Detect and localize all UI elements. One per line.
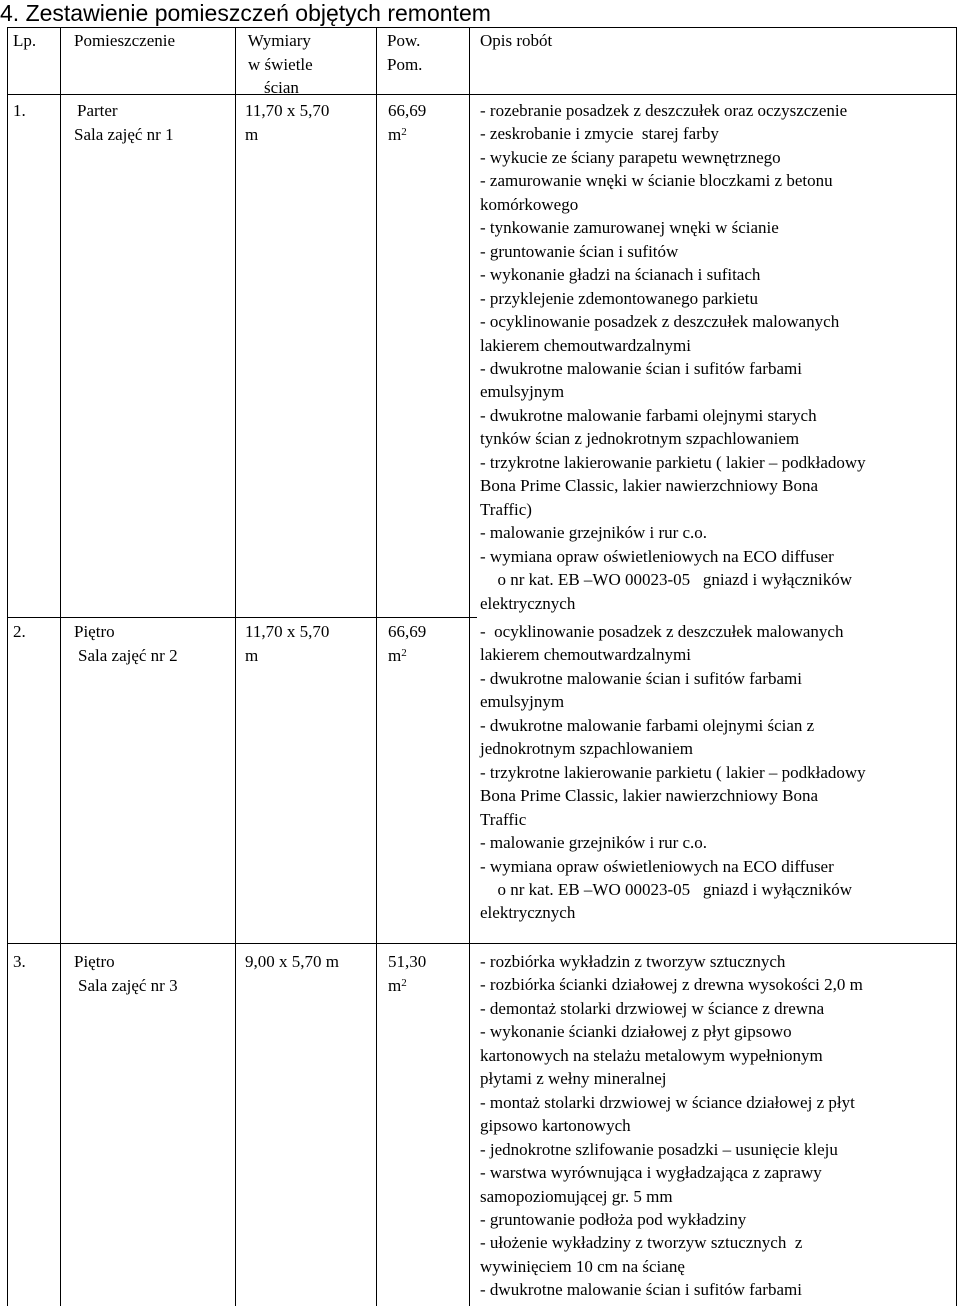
desc-line: - przyklejenie zdemontowanego parkietu (480, 288, 759, 308)
row2-area (388, 620, 426, 667)
desc-line: - demontaż stolarki drzwiowej w ściance z drewna (480, 998, 825, 1018)
desc-line: elektrycznych (480, 903, 576, 923)
desc-line: komórkowego (480, 194, 579, 214)
header-dims-line1: Wymiary (247, 31, 311, 50)
desc-line: - zeskrobanie i zmycie starej farby (480, 124, 719, 144)
desc-line: - jednokrotne szlifowanie posadzki – usunięcie kleju (480, 1139, 838, 1159)
table-right-border (956, 27, 957, 1306)
desc-line: - ocyklinowanie posadzek z deszczułek malowanych (480, 312, 840, 332)
desc-line: - wykonanie ścianki działowej z płyt gipsowo (480, 1022, 792, 1042)
desc-line: - trzykrotne lakierowanie parkietu ( lakier – podkładowy (480, 762, 866, 782)
header-area-line2: Pom. (387, 54, 423, 74)
row3-dims (245, 950, 339, 974)
row1-description (480, 99, 950, 615)
desc-line: kartonowych na stelażu metalowym wypełnionym (480, 1045, 823, 1065)
desc-line: tynków ścian z jednokrotnym szpachlowaniem (480, 429, 800, 449)
table-left-border (7, 27, 8, 1306)
row3-room (74, 950, 178, 997)
row1-lp: 1. (13, 101, 26, 120)
desc-line: lakierem chemoutwardzalnymi (480, 335, 691, 355)
desc-line: - wymiana opraw oświetleniowych na ECO diffuser (480, 856, 834, 876)
row3-room-line2: Sala zajęć nr 3 (78, 975, 178, 995)
desc-line: elektrycznych (480, 593, 576, 613)
row2-area-unit: $m^2$ (388, 645, 407, 665)
col-divider-room (235, 27, 236, 1306)
row3-area-unit: $m^2$ (388, 975, 407, 995)
desc-line: - dwukrotne malowanie ścian i sufitów farbami (480, 1280, 802, 1300)
desc-line: lakierem chemoutwardzalnymi (480, 645, 691, 665)
col-divider-lp (60, 27, 61, 1306)
header-desc: Opis robót (480, 31, 553, 50)
desc-line: emulsyjnym (480, 382, 565, 402)
col-divider-dims (376, 27, 377, 1306)
header-room: Pomieszczenie (74, 31, 176, 50)
desc-line: - rozebranie posadzek z deszczułek oraz oczyszczenie (480, 101, 848, 120)
row2-room-line2: Sala zajęć nr 2 (78, 645, 178, 665)
desc-line: - trzykrotne lakierowanie parkietu ( lakier – podkładowy (480, 452, 866, 472)
desc-line: - dwukrotne malowanie ścian i sufitów farbami (480, 358, 802, 378)
row1-room-line2: Sala zajęć nr 1 (74, 124, 174, 144)
row2-area-value: 66,69 (388, 622, 427, 641)
row3-room-line1: Piętro (74, 952, 115, 971)
row3-description (480, 950, 950, 1302)
row2-dims (245, 620, 329, 667)
desc-line: Traffic (480, 809, 527, 829)
row1-dims-line1: 11,70 x 5,70 (245, 101, 330, 120)
desc-line: wywinięciem 10 cm na ścianę (480, 1256, 685, 1276)
desc-line: - warstwa wyrównująca i wygładzająca z zaprawy (480, 1163, 822, 1183)
desc-line: - wykonanie gładzi na ścianach i sufitach (480, 265, 761, 285)
table-top-border (7, 27, 956, 28)
desc-line: o nr kat. EB –WO 00023-05 gniazd i wyłączników (489, 570, 853, 590)
col-divider-area (469, 27, 470, 1306)
header-area (387, 29, 422, 76)
desc-line: - tynkowanie zamurowanej wnęki w ścianie (480, 218, 779, 238)
header-dims-line3: ścian (264, 78, 299, 97)
row3-divider (7, 943, 956, 944)
desc-line: - ocyklinowanie posadzek z deszczułek malowanych (480, 622, 844, 641)
row1-room (74, 99, 174, 146)
row1-area-value: 66,69 (388, 101, 427, 120)
row1-area-unit: $m^2$ (388, 124, 407, 144)
desc-line: - gruntowanie podłoża pod wykładziny (480, 1209, 747, 1229)
header-dims (246, 29, 313, 100)
row2-room (74, 620, 178, 667)
document-title: 4. Zestawienie pomieszczeń objętych remontem (0, 0, 491, 26)
row2-dims-line2: m (245, 645, 259, 665)
desc-line: - montaż stolarki drzwiowej w ściance działowej z płyt (480, 1092, 855, 1112)
desc-line: - ułożenie wykładziny z tworzyw sztucznych z (480, 1233, 803, 1253)
desc-line: o nr kat. EB –WO 00023-05 gniazd i wyłączników (489, 879, 853, 899)
row1-area (388, 99, 426, 146)
header-area-line1: Pow. (387, 31, 421, 50)
desc-line: płytami z wełny mineralnej (480, 1069, 667, 1089)
row3-area-value: 51,30 (388, 952, 427, 971)
desc-line: - zamurowanie wnęki w ścianie bloczkami z betonu (480, 171, 833, 191)
desc-line: - wykucie ze ściany parapetu wewnętrznego (480, 147, 781, 167)
desc-line: - dwukrotne malowanie farbami olejnymi ścian z (480, 715, 815, 735)
row3-dims-line1: 9,00 x 5,70 m (245, 952, 339, 971)
desc-line: - dwukrotne malowanie farbami olejnymi starych (480, 405, 817, 425)
row2-description (480, 620, 950, 925)
row1-dims (245, 99, 329, 146)
row3-lp: 3. (13, 952, 26, 971)
desc-line: Bona Prime Classic, lakier nawierzchniowy Bona (480, 786, 819, 806)
row2-dims-line1: 11,70 x 5,70 (245, 622, 330, 641)
desc-line: emulsyjnym (480, 692, 565, 712)
desc-line: samopoziomującej gr. 5 mm (480, 1186, 673, 1206)
header-lp: Lp. (13, 31, 37, 50)
row3-area (388, 950, 426, 997)
desc-line: jednokrotnym szpachlowaniem (480, 739, 693, 759)
desc-line: - wymiana opraw oświetleniowych na ECO diffuser (480, 546, 834, 566)
desc-line: Bona Prime Classic, lakier nawierzchniowy Bona (480, 476, 819, 496)
row2-divider (7, 617, 477, 618)
header-dims-line2: w świetle (248, 54, 313, 74)
desc-line: gipsowo kartonowych (480, 1116, 631, 1136)
desc-line: - malowanie grzejników i rur c.o. (480, 523, 708, 543)
header-bottom-border (7, 94, 956, 95)
desc-line: - rozbiórka ścianki działowej z drewna wysokości 2,0 m (480, 975, 863, 995)
row1-dims-line2: m (245, 124, 259, 144)
row2-lp: 2. (13, 622, 26, 641)
desc-line: - rozbiórka wykładzin z tworzyw sztucznych (480, 952, 786, 971)
row2-room-line1: Piętro (74, 622, 115, 641)
desc-line: - malowanie grzejników i rur c.o. (480, 833, 708, 853)
desc-line: - dwukrotne malowanie ścian i sufitów farbami (480, 668, 802, 688)
row1-room-line1: Parter (77, 101, 118, 120)
desc-line: - gruntowanie ścian i sufitów (480, 241, 679, 261)
desc-line: Traffic) (480, 499, 532, 519)
